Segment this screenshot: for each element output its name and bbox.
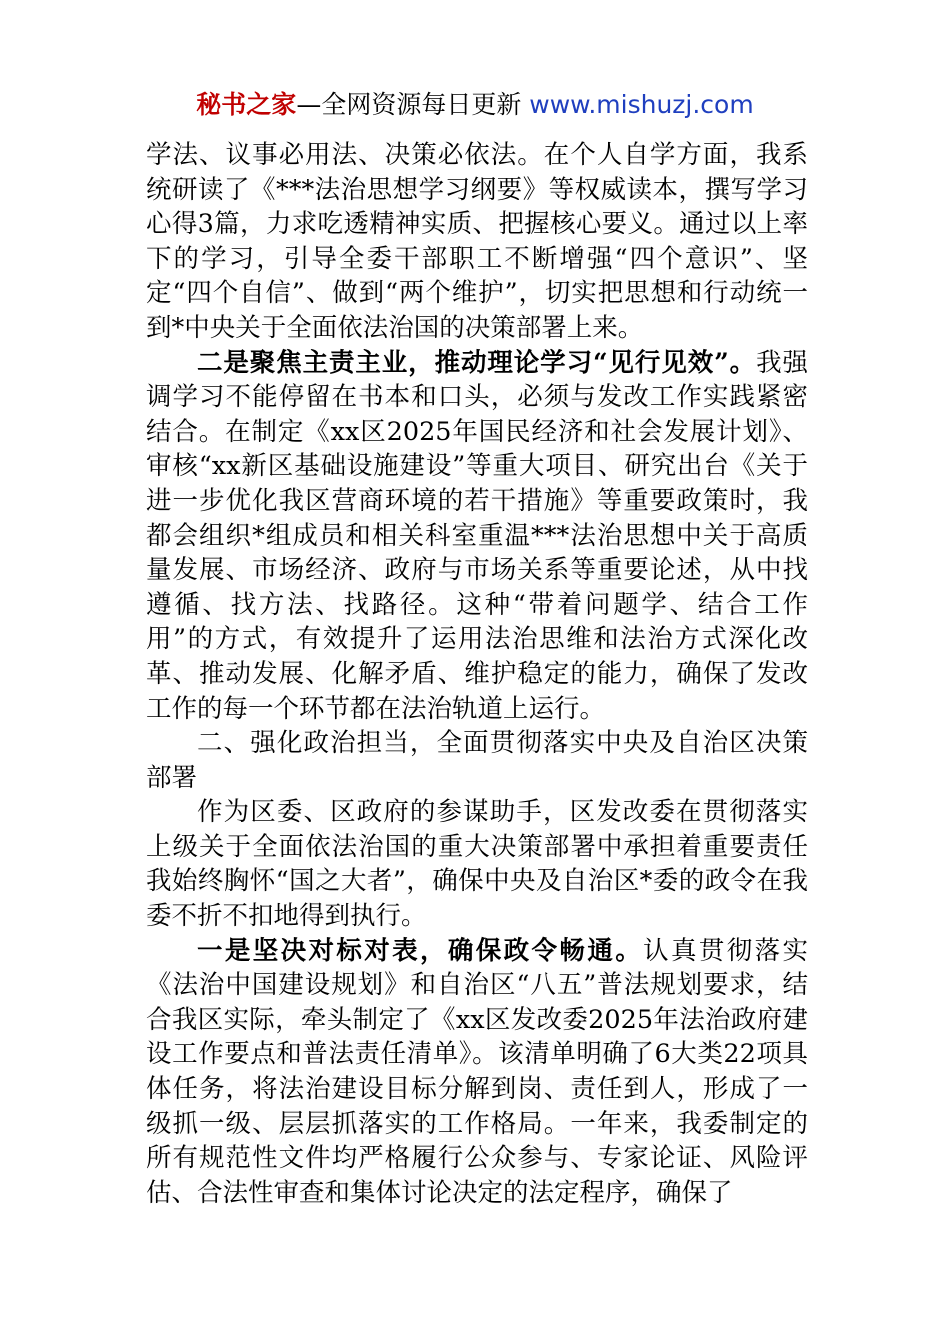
paragraph-text: 认真贯彻落实《法治中国建设规划》和自治区“八五”普法规划要求，结合我区实际，牵头制定了《xx区发改委2025年法治政府建设工作要点和普法责任清单》。该清单明确了6大类22项具体任务，将法治建设目标分解到岗、责任到人，形成了一级抓一级、层层抓落实的工作格局。一年来，我委制定的所有规范性文件均严格履行公众参与、专家论证、风险评估、合法性审查和集体讨论决定的法定程序，确保了 [146, 935, 808, 1208]
paragraph-text: 学法、议事必用法、决策必依法。在个人自学方面，我系统研读了《***法治思想学习纲要》等权威读本，撰写学习心得3篇，力求吃透精神实质、把握核心要义。通过以上率下的学习，引导全委干部职工不断增强“四个意识”、坚定“四个自信”、做到“两个维护”，切实把思想和行动统一到*中央关于全面依法治国的决策部署上来。 [146, 140, 808, 343]
paragraph-lead: 二是聚焦主责主业，推动理论学习“见行见效”。 [197, 347, 757, 378]
heading-text: 二、强化政治担当，全面贯彻落实中央及自治区决策部署 [146, 728, 808, 793]
paragraph-text: 作为区委、区政府的参谋助手，区发改委在贯彻落实上级关于全面依法治国的重大决策部署中承担着重要责任我始终胸怀“国之大者”，确保中央及自治区*委的政令在我委不折不扣地得到执行。 [146, 797, 808, 932]
paragraph-2 [146, 346, 808, 727]
document-body [146, 138, 808, 1210]
site-brand: 秘书之家 [196, 90, 297, 119]
site-url-link[interactable]: www.mishuzj.com [529, 90, 754, 119]
site-header [0, 88, 950, 122]
paragraph-1 [146, 138, 808, 346]
paragraph-lead: 一是坚决对标对表，确保政令畅通。 [197, 935, 644, 966]
paragraph-text: 我强调学习不能停留在书本和口头，必须与发改工作实践紧密结合。在制定《xx区2025年国民经济和社会发展计划》、审核“xx新区基础设施建设”等重大项目、研究出台《关于进一步优化我区营商环境的若干措施》等重要政策时，我都会组织*组成员和相关科室重温***法治思想中关于高质量发展、市场经济、政府与市场关系等重要论述，从中找遵循、找方法、找路径。这种“带着问题学、结合工作用”的方式，有效提升了运用法治思维和法治方式深化改革、推动发展、化解矛盾、维护稳定的能力，确保了发改工作的每一个环节都在法治轨道上运行。 [146, 347, 808, 724]
paragraph-5 [146, 934, 808, 1211]
paragraph-4 [146, 795, 808, 933]
site-slogan: —全网资源每日更新 [296, 90, 522, 119]
section-heading-2 [146, 726, 808, 795]
